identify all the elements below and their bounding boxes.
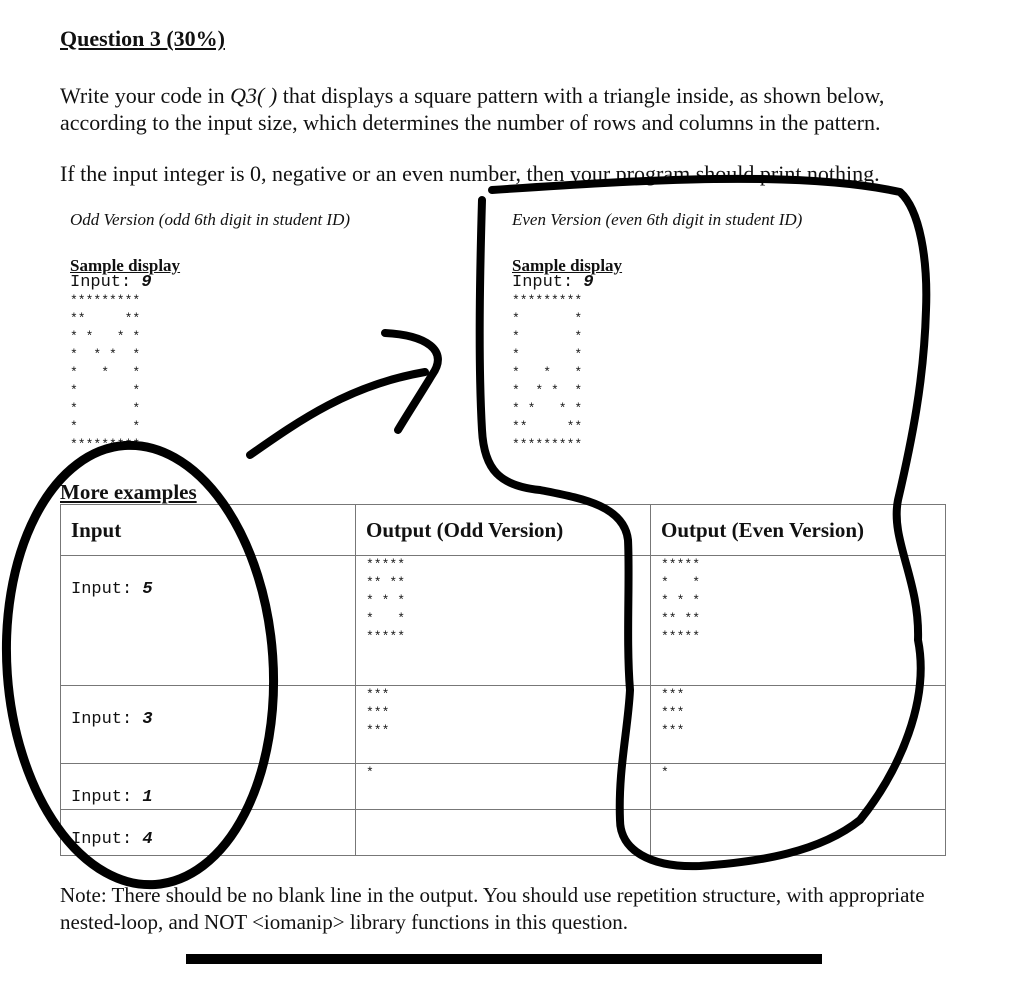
- odd-output-pattern: *: [366, 765, 374, 780]
- table-row: [61, 556, 946, 686]
- odd-input-label: Input:: [70, 273, 132, 292]
- input-label: Input:: [71, 830, 133, 849]
- ink-arrowhead: [385, 333, 438, 430]
- odd-output-cell: [356, 764, 651, 810]
- header-input: Input: [61, 505, 356, 556]
- input-value: 1: [142, 788, 153, 807]
- input-value: 3: [142, 710, 153, 729]
- odd-sample-label: Sample display: [70, 256, 181, 275]
- header-odd-output: Output (Odd Version): [356, 505, 651, 556]
- bottom-rule: [186, 954, 822, 964]
- input-value: 5: [142, 580, 153, 599]
- question-title: Question 3 (30%): [60, 26, 225, 51]
- even-output-pattern: ***** * * * * * ** ** *****: [661, 557, 701, 644]
- table-row: [61, 686, 946, 764]
- odd-output-pattern: *** *** ***: [366, 687, 390, 738]
- intro-line1-post: that displays a square pattern with a triangle inside, as shown below,: [277, 83, 885, 108]
- odd-output-cell: [356, 686, 651, 764]
- note-text: Note: There should be no blank line in the output. You should use repetition structure, with appropriate nested-loop, and NOT <iomanip> library functions in this question.: [60, 883, 925, 934]
- examples-table: [60, 504, 946, 856]
- input-cell: [61, 810, 356, 856]
- even-sample-label: Sample display: [512, 256, 623, 275]
- even-sample-input: [512, 273, 594, 292]
- even-input-value: 9: [583, 273, 594, 292]
- intro-line2: according to the input size, which determines the number of rows and columns in the pattern.: [60, 110, 881, 135]
- even-output-cell: [651, 686, 946, 764]
- even-output-pattern: *** *** ***: [661, 687, 685, 738]
- even-output-cell: [651, 764, 946, 810]
- function-name: Q3( ): [230, 83, 278, 108]
- odd-input-value: 9: [141, 273, 152, 292]
- even-sample-pattern: ********* * * * * * * * * * * * * * * * * * ** ** *********: [512, 293, 583, 452]
- condition-text: If the input integer is 0, negative or an even number, then your program should print nothing.: [60, 161, 880, 186]
- table-header-row: [61, 505, 946, 556]
- odd-output-cell: [356, 810, 651, 856]
- input-label: Input:: [71, 710, 133, 729]
- odd-version-heading: [70, 210, 350, 230]
- odd-output-cell: [356, 556, 651, 686]
- odd-output-pattern: ***** ** ** * * * * * *****: [366, 557, 406, 644]
- even-version-heading: [512, 210, 802, 230]
- input-cell: [61, 764, 356, 810]
- even-output-cell: [651, 556, 946, 686]
- input-cell: [61, 556, 356, 686]
- ink-arrow-shaft: [250, 372, 425, 455]
- even-input-label: Input:: [512, 273, 574, 292]
- table-row: [61, 810, 946, 856]
- header-even-output: Output (Even Version): [651, 505, 946, 556]
- intro-paragraph: [60, 82, 960, 136]
- table-row: [61, 764, 946, 810]
- even-output-cell: [651, 810, 946, 856]
- more-examples-title: More examples: [60, 480, 197, 504]
- intro-line1-pre: Write your code in: [60, 83, 231, 108]
- even-version-heading-text: Even Version (even 6th digit in student ID): [512, 210, 803, 229]
- input-value: 4: [142, 830, 153, 849]
- input-label: Input:: [71, 580, 133, 599]
- odd-version-heading-text: Odd Version (odd 6th digit in student ID): [70, 210, 351, 229]
- input-cell: [61, 686, 356, 764]
- odd-sample-pattern: ********* ** ** * * * * * * * * * * * * * * * * * *********: [70, 293, 141, 452]
- even-output-pattern: *: [661, 765, 669, 780]
- odd-sample-input: [70, 273, 152, 292]
- input-label: Input:: [71, 788, 133, 807]
